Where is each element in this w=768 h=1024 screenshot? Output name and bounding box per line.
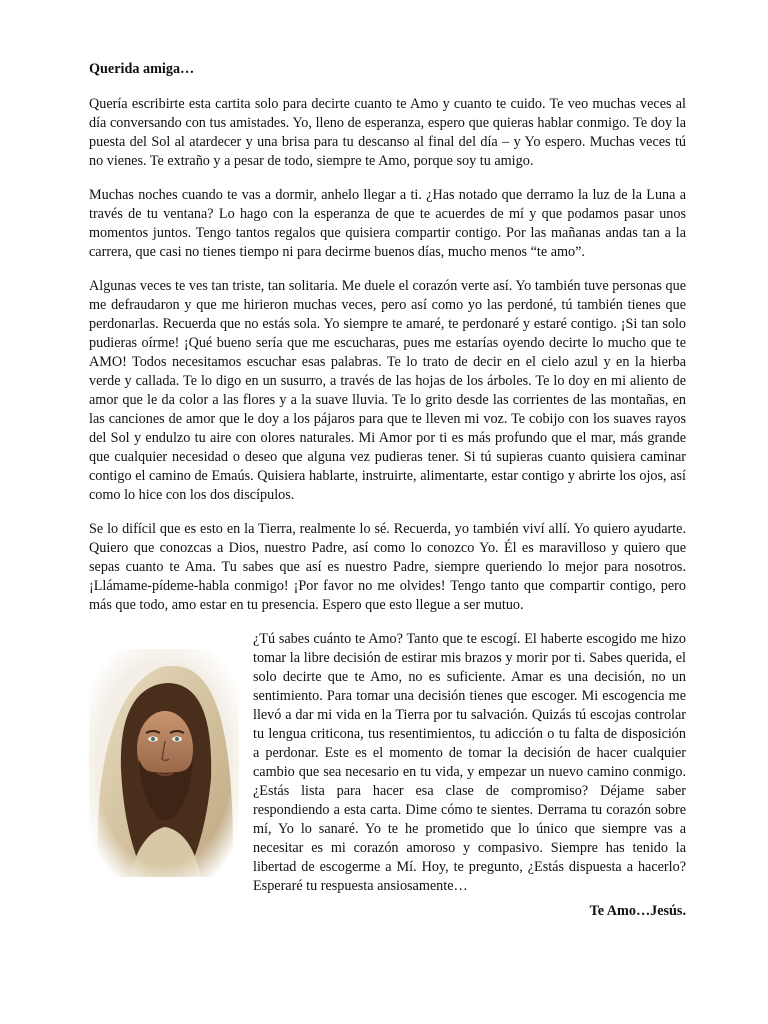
letter-paragraph-5: ¿Tú sabes cuánto te Amo? Tanto que te escogí. El haberte escogido me hizo tomar la libre decisión de estirar mis brazos y morir por ti. Sabes querida, el solo decirte que te Amo, no es suficiente. Amar es una decisión, no un sentimiento. Para tomar una decisión tienes que escoger. Mi escogencia me llevó a dar mi vida en la Tierra por tu salvación. Quizás tú escojas controlar tu lengua criticona, tus resentimientos, tu adicción o tu falta de disposición a perdonar. Este es el momento de tomar la decisión de hacer cualquier cambio que sea necesario en tu vida, y empezar un nuevo camino conmigo. ¿Estás lista para hacer esa clase de compromiso? Déjame saber respondiendo a esta carta. Dime cómo te sientes. Derrama tu corazón sobre mí, Yo lo sanaré. Yo te he prometido que lo único que siempre vas a necesitar es mi corazón amoroso y compasivo. Siempre has tenido la libertad de escogerme a Mí. Hoy, te pregunto, ¿Estás dispuesta a hacerlo? Esperaré tu respuesta ansiosamente… xyxy=(253,631,686,894)
letter-paragraph-1: Quería escribirte esta cartita solo para decirte cuanto te Amo y cuanto te cuido. Te veo muchas veces al día conversando con tus amistades. Yo, lleno de esperanza, espero que quieras hablar conmigo. Te doy la puesta del Sol al atardecer y una brisa para tu descanso al final del día – y Yo espero. Muchas veces tú no vienes. Te extraño y a pesar de todo, siempre te Amo, porque soy tu amigo. xyxy=(89,96,686,169)
letter-paragraph-4: Se lo difícil que es esto en la Tierra, realmente lo sé. Recuerda, yo también viví allí. Yo quiero ayudarte. Quiero que conozcas a Dios, nuestro Padre, así como lo conozco Yo. Él es maravilloso y quiero que sepas cuanto te Ama. Tu sabes que así es nuestro Padre, siempre queriendo lo mejor para nosotros. ¡Llámame-pídeme-habla conmigo! ¡Por favor no me olvides! Tengo tanto que compartir contigo, pero más que todo, amo estar en tu presencia. Espero que esto llegue a ser mutuo. xyxy=(89,521,686,613)
letter-paragraph-3: Algunas veces te ves tan triste, tan solitaria. Me duele el corazón verte así. Yo también tuve personas que me defraudaron y que me hirieron muchas veces, pero así como yo las perdoné, tú también tienes que perdonarlas. Recuerda que no estás sola. Yo siempre te amaré, te perdonaré y estaré contigo. ¡Si tan solo pudieras oírme! ¡Qué bueno sería que me escucharas, pues me estarías oyendo decirte lo mucho que te AMO! Todos necesitamos escuchar esas palabras. Te lo trato de decir en el cielo azul y en la hierba verde y callada. Te lo digo en un susurro, a través de las hojas de los árboles. Te lo doy en mi aliento de amor que le da color a las flores y a la suave lluvia. Te lo grito desde las corrientes de las montañas, en las canciones de amor que le doy a los pájaros para que te lleven mi voz. Te cobijo con los suaves rayos del Sol y endulzo tu aire con olores naturales. Mi Amor por ti es más profundo que el mar, más grande que cualquier necesidad o deseo que alguna vez pudieras tener. Si tú supieras cuanto quisiera caminar contigo el camino de Emaús. Quisiera hablarte, instruirte, alimentarte, estar contigo y abrirte los ojos, así como lo hice con los dos discípulos. xyxy=(89,278,686,503)
letter-greeting: Querida amiga… xyxy=(89,61,195,77)
closing-block xyxy=(89,630,686,896)
jesus-portrait-image xyxy=(89,649,239,877)
letter-paragraph-2: Muchas noches cuando te vas a dormir, anhelo llegar a ti. ¿Has notado que derramo la luz de la Luna a través de tu ventana? Lo hago con la esperanza de que te acuerdes de mí y que podamos pasar unos momentos juntos. Tengo tantos regalos que quisiera compartir contigo. Por las mañanas andas tan a la carrera, que casi no tienes tiempo ni para decirme buenos días, mucho menos “te amo”. xyxy=(89,187,686,260)
letter-signature: Te Amo…Jesús. xyxy=(589,903,686,919)
letter-body xyxy=(89,60,686,911)
